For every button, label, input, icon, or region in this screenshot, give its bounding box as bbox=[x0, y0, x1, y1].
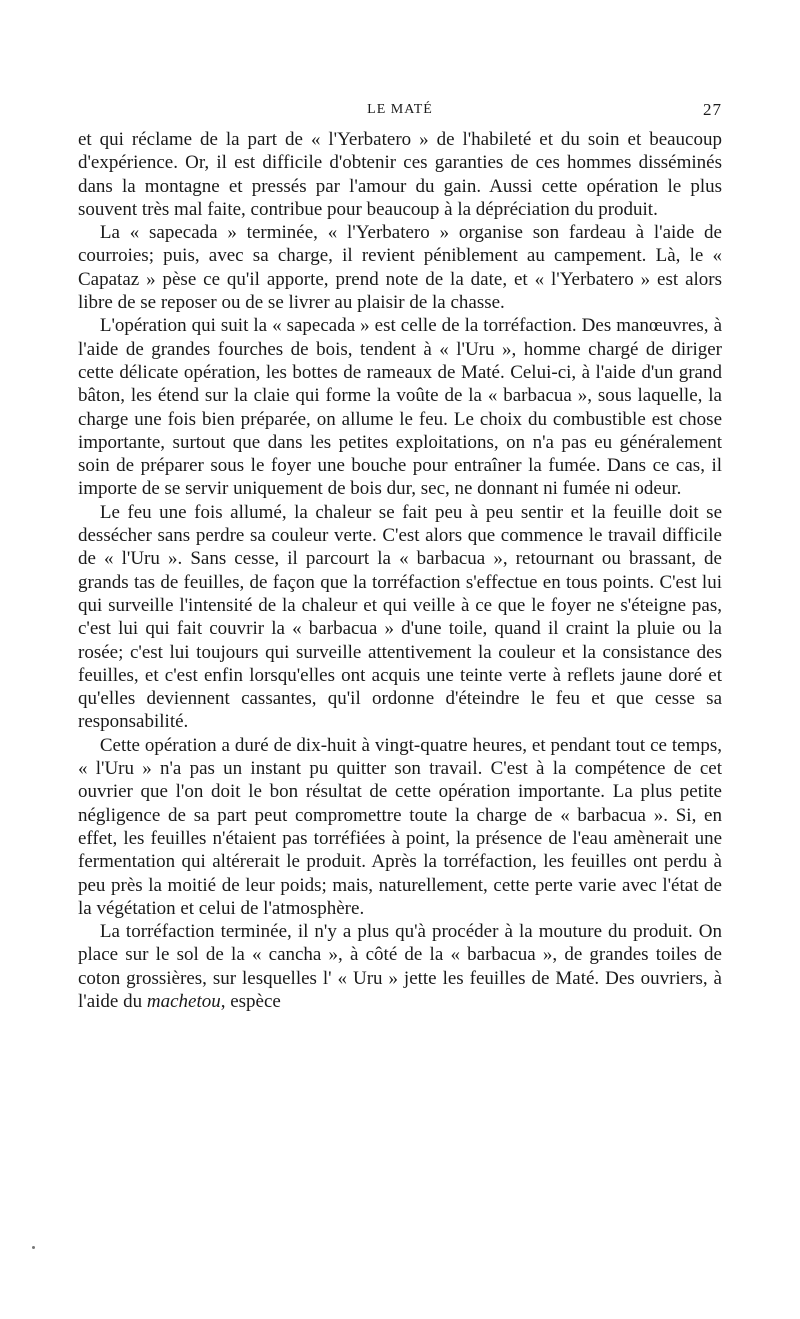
running-header bbox=[78, 100, 722, 128]
paragraph-3: L'opération qui suit la « sapecada » est celle de la torréfaction. Des manœuvres, à l'aide de grandes fourches de bois, tendent à « l'Uru », homme chargé de diriger cette délicate opération, les bottes de rameaux de Maté. Celui-ci, à l'aide d'un grand bâton, les étend sur la claie qui forme la voûte de la « barbacua », sous laquelle, la charge une fois bien préparée, on allume le feu. Le choix du combustible est chose importante, surtout que dans les petites exploitations, on n'a pas eu généralement soin de préparer sous le foyer une bouche pour entraîner la fumée. Dans ce cas, il importe de se servir uniquement de bois dur, sec, ne donnant ni fumée ni odeur. bbox=[78, 315, 722, 500]
paragraph-5: Cette opération a duré de dix-huit à vingt-quatre heures, et pendant tout ce temps, « l'Uru » n'a pas un instant pu quitter son travail. C'est à la compétence de cet ouvrier que l'on doit le bon résultat de cette opération importante. La plus petite négligence de sa part peut compromettre toute la charge de « barbacua ». Si, en effet, les feuilles n'étaient pas torréfiées à point, la présence de l'eau amènerait une fermentation qui altérerait le produit. Après la torréfaction, les feuilles ont perdu à peu près la moitié de leur poids; mais, naturellement, cette perte varie avec l'état de la végétation et celui de l'atmosphère. bbox=[78, 734, 722, 919]
paper-speck bbox=[32, 1246, 35, 1249]
paragraph-6 bbox=[78, 920, 722, 1013]
paragraph-2: La « sapecada » terminée, « l'Yerbatero » organise son fardeau à l'aide de courroies; puis, avec sa charge, il revient péniblement au campement. Là, le « Capataz » pèse ce qu'il apporte, prend note de la date, et « l'Yerbatero » est alors libre de se reposer ou de se livrer au plaisir de la chasse. bbox=[78, 222, 722, 314]
italic-term-machetou: machetou bbox=[146, 990, 221, 1012]
paragraph-6-text-end: , espèce bbox=[220, 990, 281, 1012]
paragraph-6-text-start: La torréfaction terminée, il n'y a plus qu'à procéder à la mouture du produit. On place sur le sol de la « cancha », à côté de la « barbacua », de grandes toiles de coton grossières, sur lesquelles l' « Uru » jette les feuilles de Maté. Des ouvriers, à l'aide du bbox=[78, 921, 722, 1012]
page-number: 27 bbox=[703, 100, 722, 119]
body-text bbox=[78, 128, 722, 1013]
book-page bbox=[78, 100, 722, 1013]
running-title: LE MATÉ bbox=[367, 102, 433, 117]
paragraph-4: Le feu une fois allumé, la chaleur se fait peu à peu sentir et la feuille doit se dessécher sans perdre sa couleur verte. C'est alors que commence le travail difficile de « l'Uru ». Sans cesse, il parcourt la « barbacua », retournant ou brassant, de grands tas de feuilles, de façon que la torréfaction s'effectue en tous points. C'est lui qui surveille l'intensité de la chaleur et qui veille à ce que le foyer ne s'éteigne pas, c'est lui qui fait couvrir la « barbacua » d'une toile, quand il craint la pluie ou la rosée; c'est lui toujours qui surveille attentivement la couleur et la consistance des feuilles, et c'est enfin lorsqu'elles ont acquis une teinte verte à reflets jaune doré et qu'elles deviennent cassantes, qu'il ordonne d'éteindre le feu et que cesse sa responsabilité. bbox=[78, 501, 722, 733]
paragraph-1: et qui réclame de la part de « l'Yerbatero » de l'habileté et du soin et beaucoup d'expérience. Or, il est difficile d'obtenir ces garanties de ces hommes disséminés dans la montagne et pressés par l'amour du gain. Aussi cette opération le plus souvent très mal faite, contribue pour beaucoup à la dépréciation du produit. bbox=[78, 129, 722, 220]
